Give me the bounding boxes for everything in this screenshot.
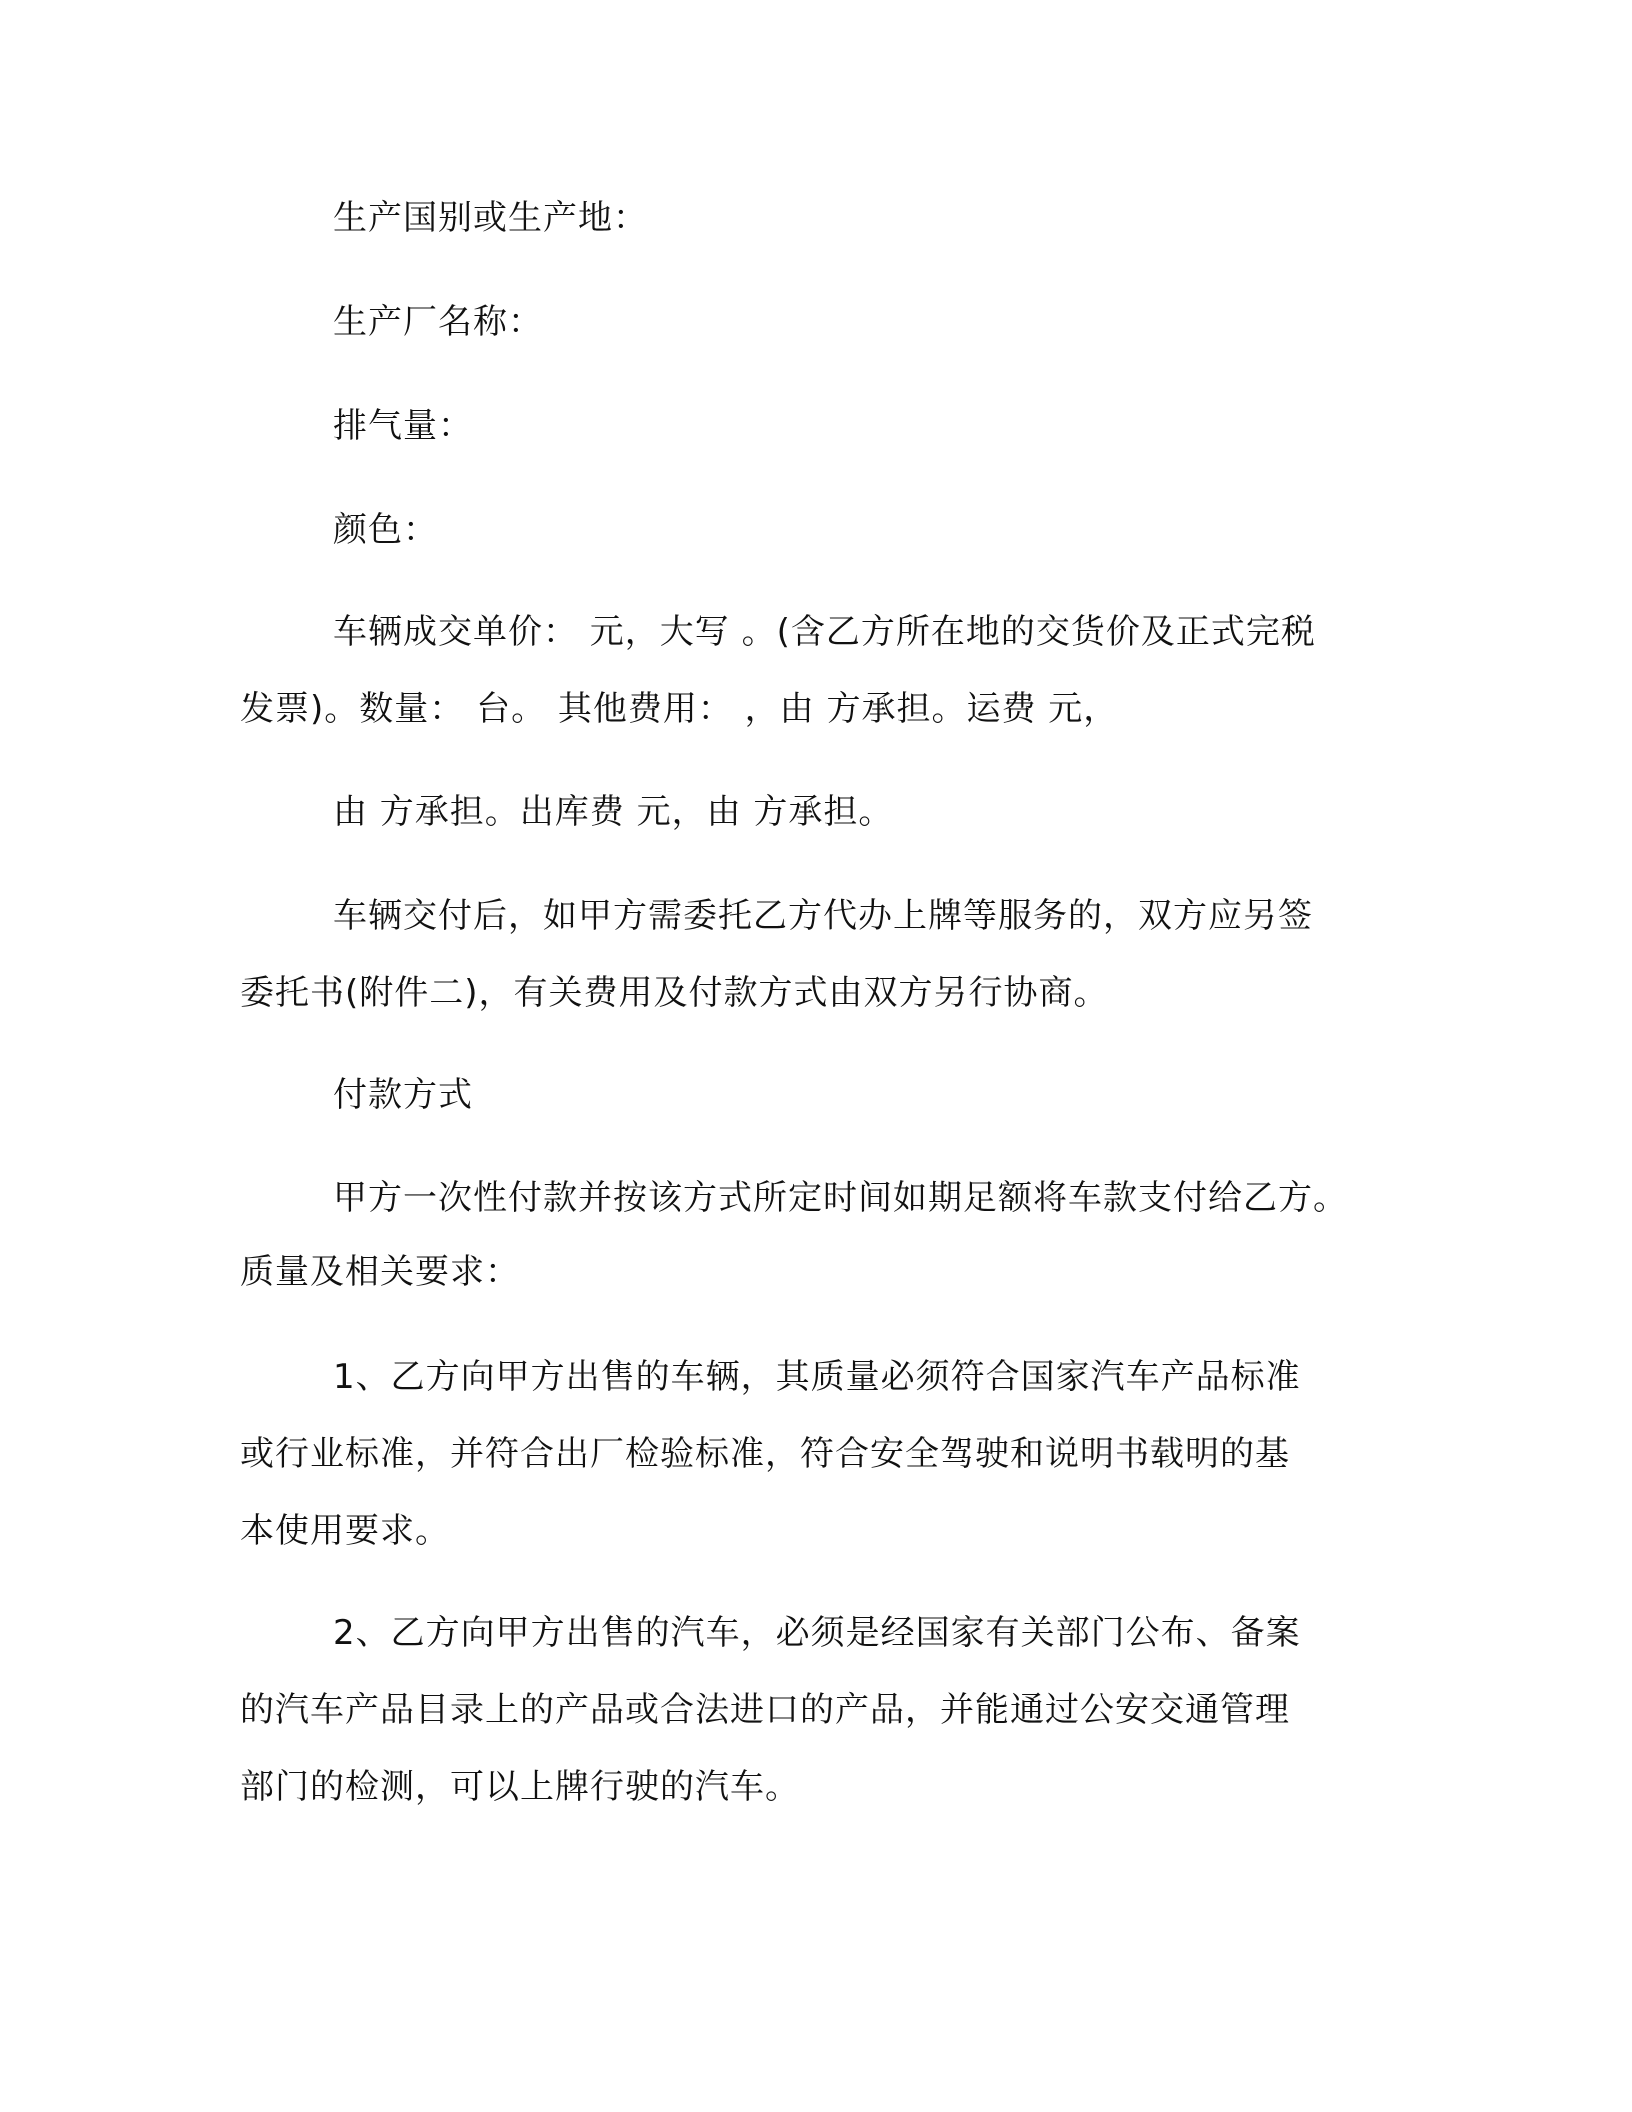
quality-item-2-line-1: 2、乙方向甲方出售的汽车，必须是经国家有关部门公布、备案 bbox=[333, 1613, 1301, 1653]
quality-item-2-line-2: 的汽车产品目录上的产品或合法进口的产品，并能通过公安交通管理 bbox=[240, 1690, 1290, 1730]
quality-item-2-line-3: 部门的检测，可以上牌行驶的汽车。 bbox=[240, 1767, 800, 1807]
field-color: 颜色： bbox=[333, 510, 438, 550]
quality-item-1-line-3: 本使用要求。 bbox=[240, 1511, 450, 1551]
price-paragraph-line-1: 车辆成交单价： 元，大写 。(含乙方所在地的交货价及正式完税 bbox=[333, 612, 1316, 652]
payment-paragraph: 甲方一次性付款并按该方式所定时间如期足额将车款支付给乙方。 bbox=[333, 1178, 1348, 1218]
field-displacement: 排气量： bbox=[333, 406, 473, 446]
field-manufacturer-name: 生产厂名称： bbox=[333, 302, 543, 342]
price-paragraph-line-3: 由 方承担。出库费 元，由 方承担。 bbox=[333, 792, 894, 832]
field-production-country: 生产国别或生产地： bbox=[333, 198, 648, 238]
quality-item-1-line-1: 1、乙方向甲方出售的车辆，其质量必须符合国家汽车产品标准 bbox=[333, 1357, 1301, 1397]
quality-item-1-line-2: 或行业标准，并符合出厂检验标准，符合安全驾驶和说明书载明的基 bbox=[240, 1434, 1290, 1474]
delivery-paragraph-line-2: 委托书(附件二)，有关费用及付款方式由双方另行协商。 bbox=[240, 973, 1109, 1013]
delivery-paragraph-line-1: 车辆交付后，如甲方需委托乙方代办上牌等服务的，双方应另签 bbox=[333, 896, 1313, 936]
section-heading-quality: 质量及相关要求： bbox=[240, 1252, 520, 1292]
section-heading-payment: 付款方式 bbox=[333, 1075, 473, 1115]
price-paragraph-line-2: 发票)。数量： 台。 其他费用： ，由 方承担。运费 元， bbox=[240, 689, 1119, 729]
